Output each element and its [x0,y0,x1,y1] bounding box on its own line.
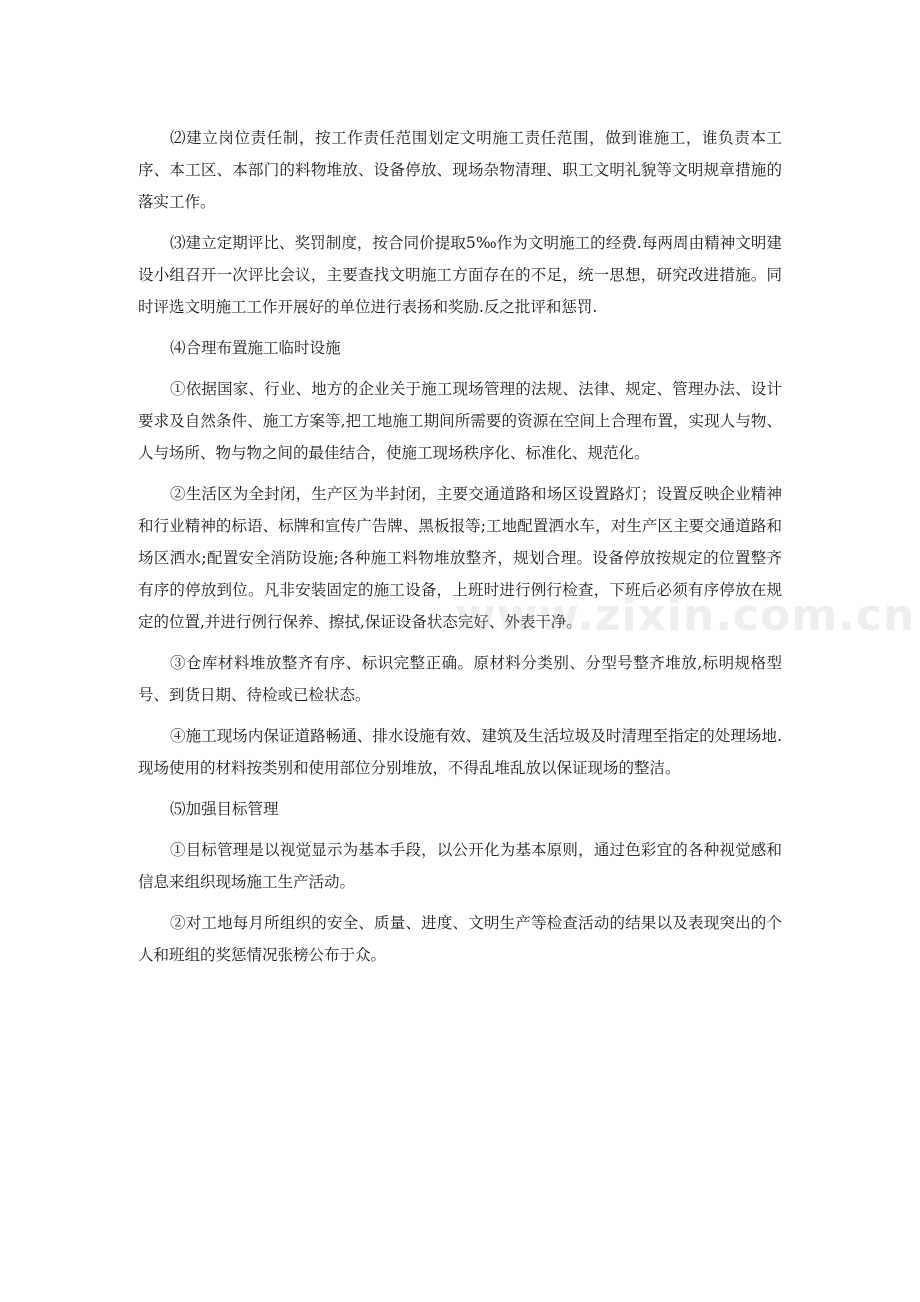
paragraph-living-production-area: ②生活区为全封闭，生产区为半封闭，主要交通道路和场区设置路灯；设置反映企业精神和行业精神的标语、标牌和宣传广告牌、黑板报等;工地配置洒水车，对生产区主要交通道路和场区洒水;配置安全消防设施;各种施工料物堆放整齐，规划合理。设备停放按规定的位置整齐有序的停放到位。凡非安装固定的施工设备，上班时进行例行检查，下班后必须有序停放在规定的位置,并进行例行保养、擦拭,保证设备状态完好、外表干净。 [138,485,782,631]
paragraph-monthly-inspection: ②对工地每月所组织的安全、质量、进度、文明生产等检查活动的结果以及表现突出的个人和班组的奖惩情况张榜公布于众。 [138,914,782,964]
document-body [138,122,782,980]
paragraph-site-roads-drainage: ④施工现场内保证道路畅通、排水设施有效、建筑及生活垃圾及时清理至指定的处理场地.现场使用的材料按类别和使用部位分别堆放，不得乱堆乱放以保证现场的整洁。 [138,727,782,777]
paragraph-visual-management: ①目标管理是以视觉显示为基本手段，以公开化为基本原则，通过色彩宜的各种视觉感和信息来组织现场施工生产活动。 [138,841,782,891]
paragraph-heading-temporary-facilities: ⑷合理布置施工临时设施 [170,339,341,357]
paragraph-responsibility-system: ⑵建立岗位责任制，按工作责任范围划定文明施工责任范围，做到谁施工，谁负责本工序、本工区、本部门的料物堆放、设备停放、现场杂物清理、职工文明礼貌等文明规章措施的落实工作。 [138,129,782,211]
watermark: www.zixin.com.cn [455,590,916,641]
paragraph-heading-target-management: ⑸加强目标管理 [170,800,279,818]
paragraph-warehouse-materials: ③仓库材料堆放整齐有序、标识完整正确。原材料分类别、分型号整齐堆放,标明规格型号、到货日期、待检或已检状态。 [138,654,782,704]
paragraph-evaluation-system: ⑶建立定期评比、奖罚制度，按合同价提取5‰作为文明施工的经费.每两周由精神文明建设小组召开一次评比会议，主要查找文明施工方面存在的不足，统一思想，研究改进措施。同时评选文明施工工作开展好的单位进行表扬和奖励.反之批评和惩罚. [138,234,782,316]
paragraph-layout-basis: ①依据国家、行业、地方的企业关于施工现场管理的法规、法律、规定、管理办法、设计要求及自然条件、施工方案等,把工地施工期间所需要的资源在空间上合理布置，实现人与物、人与场所、物与物之间的最佳结合，使施工现场秩序化、标准化、规范化。 [138,380,782,462]
